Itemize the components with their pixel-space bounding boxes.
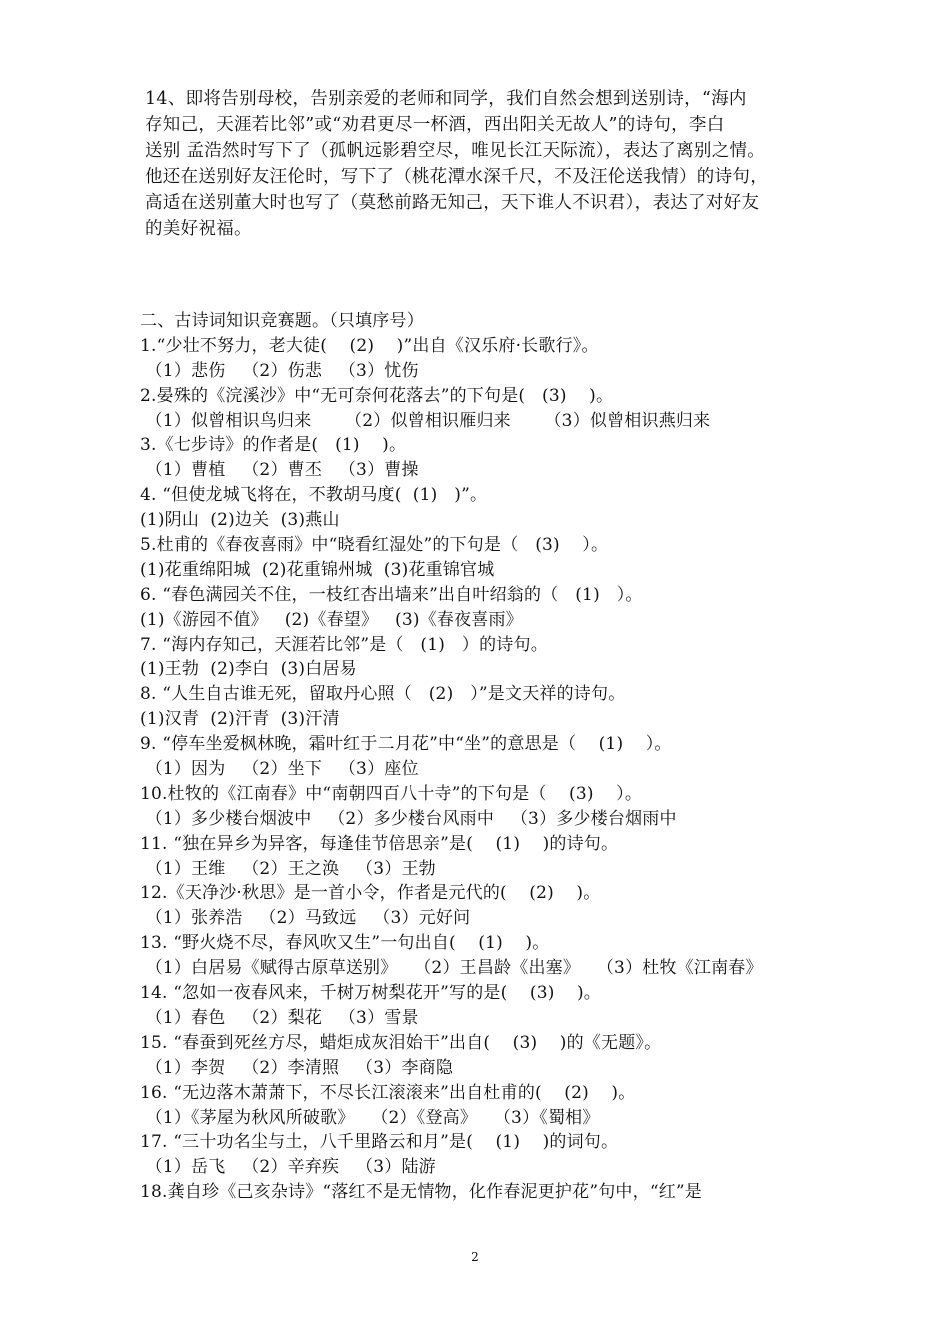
options-line: （1）悲伤 （2）伤悲 （3）忧伤 — [140, 360, 419, 381]
options-line: （1）王维 （2）王之涣 （3）王勃 — [140, 858, 436, 879]
options-line: (1)《游园不值》 (2)《春望》 (3)《春夜喜雨》 — [140, 609, 523, 630]
options-line: （1）《茅屋为秋风所破歌》 （2）《登高》 （3）《蜀相》 — [140, 1107, 600, 1128]
options-line: (1)王勃 (2)李白 (3)白居易 — [140, 659, 357, 680]
page-number: 2 — [471, 1250, 479, 1264]
options-line: （1）岳飞 （2）辛弃疾 （3）陆游 — [140, 1157, 436, 1178]
options-line: （1）春色 （2）梨花 （3）雪景 — [140, 1007, 419, 1028]
question-line: 10.杜牧的《江南春》中“南朝四百八十寺”的下句是（ (3) ）。 — [140, 783, 643, 804]
options-line: （1）因为 （2）坐下 （3）座位 — [140, 759, 419, 780]
quiz-section — [140, 309, 840, 1205]
options-line: （1）多少楼台烟波中 （2）多少楼台风雨中 （3）多少楼台烟雨中 — [140, 808, 677, 829]
options-line: （1）李贺 （2）李清照 （3）李商隐 — [140, 1057, 454, 1078]
paragraph-question-14: 14、即将告别母校，告别亲爱的老师和同学，我们自然会想到送别诗，“海内 存知己，天涯若比邻”或“劝君更尽一杯酒，西出阳关无故人”的诗句，李白 送别 孟浩然时写下了（孤帆远影碧空尽，唯见长江天际流），表达了离别之情。 他还在送别好友汪伦时，写下了（桃花潭水深千尺，不及汪伦送我情）的诗句， 高适在送别董大时也写了（莫愁前路无知己，天下谁人不识君），表达了对好友 的美好祝福。 — [145, 89, 768, 239]
question-line: 4. “但使龙城飞将在，不教胡马度( (1) )”。 — [140, 485, 488, 506]
options-line: （1）曹植 （2）曹丕 （3）曹操 — [140, 460, 419, 481]
question-line: 9. “停车坐爱枫林晚，霜叶红于二月花”中“坐”的意思是（ (1) ）。 — [140, 734, 672, 755]
question-line: 8. “人生自古谁无死，留取丹心照（ (2) ）”是文天祥的诗句。 — [140, 684, 626, 705]
options-line: （1）白居易《赋得古原草送别》 （2）王昌龄《出塞》 （3）杜牧《江南春》 — [140, 958, 763, 979]
section-heading: 二、古诗词知识竞赛题。（只填序号） — [140, 311, 424, 331]
question-line: 2.晏殊的《浣溪沙》中“无可奈何花落去”的下句是( (3) )。 — [140, 385, 614, 406]
question-line: 1.“少壮不努力，老大徒( (2) )”出自《汉乐府·长歌行》。 — [140, 335, 599, 356]
question-line: 13. “野火烧不尽，春风吹又生”一句出自( (1) )。 — [140, 933, 550, 954]
question-line: 18.龚自珍《己亥杂诗》“落红不是无情物，化作春泥更护花”句中，“红”是 — [140, 1182, 702, 1203]
question-line: 11. “独在异乡为异客，每逢佳节倍思亲”是( (1) )的诗句。 — [140, 833, 619, 854]
question-line: 17. “三十功名尘与土，八千里路云和月”是( (1) )的词句。 — [140, 1132, 619, 1153]
options-line: (1)花重绵阳城 (2)花重锦州城 (3)花重锦官城 — [140, 559, 495, 580]
question-line: 3.《七步诗》的作者是( (1) )。 — [140, 435, 407, 456]
question-line: 14. “忽如一夜春风来，千树万树梨花开”写的是( (3) )。 — [140, 983, 601, 1004]
options-line: (1)阴山 (2)边关 (3)燕山 — [140, 510, 340, 531]
question-line: 12.《天净沙·秋思》是一首小令，作者是元代的( (2) )。 — [140, 883, 601, 904]
question-line: 5.杜甫的《春夜喜雨》中“晓看红湿处”的下句是（ (3) ）。 — [140, 535, 609, 556]
question-line: 6. “春色满园关不住，一枝红杏出墙来”出自叶绍翁的（ (1) ）。 — [140, 584, 643, 605]
question-line: 16. “无边落木萧萧下，不尽长江滚滚来”出自杜甫的( (2) )。 — [140, 1082, 636, 1103]
question-line: 7. “海内存知己，天涯若比邻”是（ (1) ）的诗句。 — [140, 634, 548, 655]
question-line: 15. “春蚕到死丝方尽，蜡炬成灰泪始干”出自( (3) )的《无题》。 — [140, 1032, 662, 1053]
options-line: （1）似曾相识鸟归来 （2）似曾相识雁归来 （3）似曾相识燕归来 — [140, 410, 711, 431]
options-line: （1）张养浩 （2）马致远 （3）元好问 — [140, 908, 471, 929]
options-line: (1)汉青 (2)汗青 (3)汗清 — [140, 709, 340, 730]
